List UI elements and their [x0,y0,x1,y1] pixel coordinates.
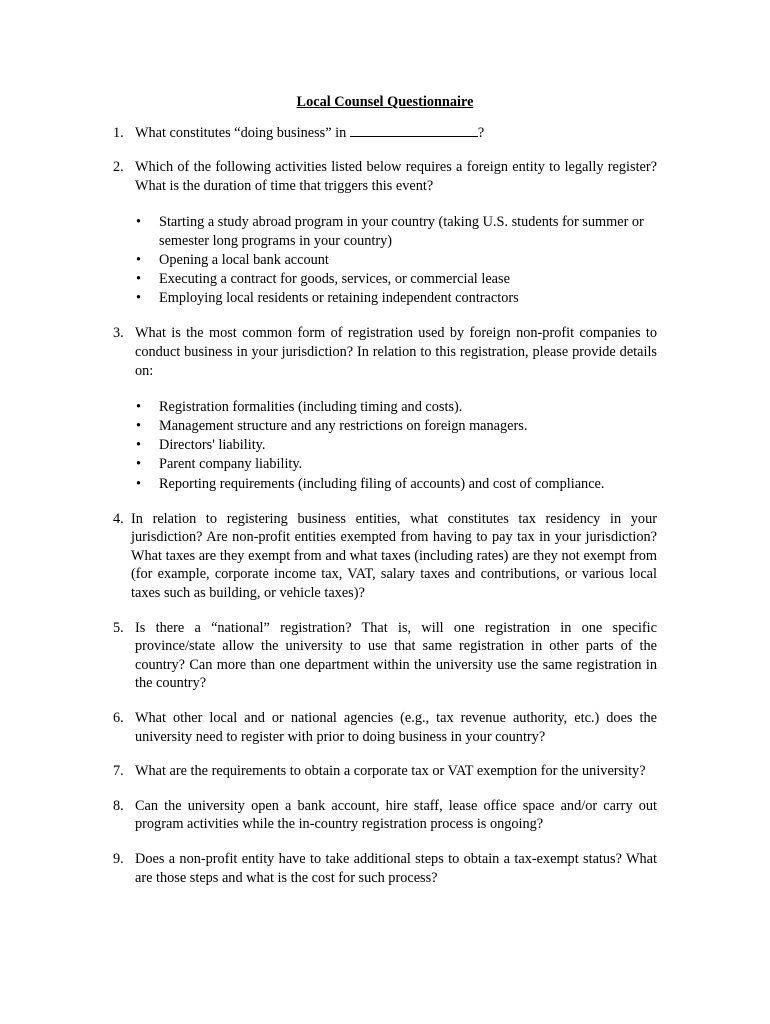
list-item-text: Opening a local bank account [159,252,329,269]
list-item [135,270,657,289]
answer-blank-line [350,124,478,137]
page-title: Local Counsel Questionnaire [296,94,474,110]
question-text: Can the university open a bank account, hire staff, lease office space and/or carry out program activities while the in-country registration process is ongoing? [135,797,657,833]
list-item [135,455,657,474]
bullet-icon: • [136,399,142,416]
question-number: 2. [113,159,124,176]
list-item [135,398,657,417]
question-text: Which of the following activities listed below requires a foreign entity to legally register? What is the duration of time that triggers this event? [135,159,657,194]
list-item [135,213,657,250]
question-2 [113,158,657,308]
question-4 [113,510,657,603]
bullet-icon: • [136,456,142,473]
question-text [135,124,657,143]
list-item-text: Executing a contract for goods, services, or commercial lease [159,271,510,288]
bullet-icon: • [136,418,142,435]
question-5 [113,619,657,693]
list-item-text: Reporting requirements (including filing of accounts) and cost of compliance. [159,475,605,492]
bullet-icon: • [136,214,142,231]
question-number: 8. [113,797,124,814]
bullet-list [135,213,657,307]
list-item-text: Registration formalities (including timing and costs). [159,399,463,416]
question-number: 3. [113,325,124,342]
question-number: 7. [113,763,124,780]
question-number: 9. [113,850,124,867]
question-number: 6. [113,709,124,726]
list-item [135,251,657,270]
question-number: 1. [113,124,124,141]
bullet-icon: • [136,271,142,288]
question-text: In relation to registering business entities, what constitutes tax residency in your jurisdiction? Are non-profit entities exempted from having to pay tax in your jurisdiction? What taxes are they exempt from and what taxes (including rates) are they not exempt from (for example, corporate income tax, VAT, salary taxes and contributions, or various local taxes such as building, or vehicle taxes)? [131,510,657,601]
list-item-text: Employing local residents or retaining independent contractors [159,290,519,307]
question-7 [113,762,657,781]
question-text-before-blank: What constitutes “doing business” in [135,124,350,141]
question-1 [113,124,657,143]
question-number: 4. [113,510,124,527]
question-3 [113,324,657,493]
question-text: What other local and or national agencies (e.g., tax revenue authority, etc.) does the university need to register with prior to doing business in your country? [135,709,657,745]
list-item [135,417,657,436]
question-text: Is there a “national” registration? That is, will one registration in one specific province/state allow the university to use that same registration in other parts of the country? Can more than one department within the university use the same registration in the country? [135,619,657,692]
list-item [135,289,657,308]
question-6 [113,709,657,746]
question-text: Does a non-profit entity have to take additional steps to obtain a tax-exempt status? What are those steps and what is the cost for such process? [135,850,657,886]
question-8 [113,797,657,834]
list-item-text: Directors' liability. [159,437,266,454]
bullet-icon: • [136,437,142,454]
list-item-text: Starting a study abroad program in your country (taking U.S. students for summer or semester long programs in your country) [159,214,644,249]
question-text: What is the most common form of registration used by foreign non-profit companies to conduct business in your jurisdiction? In relation to this registration, please provide details on: [135,325,657,379]
bullet-list [135,398,657,493]
list-item [135,475,657,494]
bullet-icon: • [136,290,142,307]
question-9 [113,850,657,887]
bullet-icon: • [136,475,142,492]
question-number: 5. [113,619,124,636]
question-text: What are the requirements to obtain a corporate tax or VAT exemption for the university? [135,763,646,780]
list-item-text: Parent company liability. [159,456,303,473]
question-text-after-blank: ? [477,124,485,141]
list-item [135,436,657,455]
bullet-icon: • [136,252,142,269]
list-item-text: Management structure and any restrictions on foreign managers. [159,418,528,435]
